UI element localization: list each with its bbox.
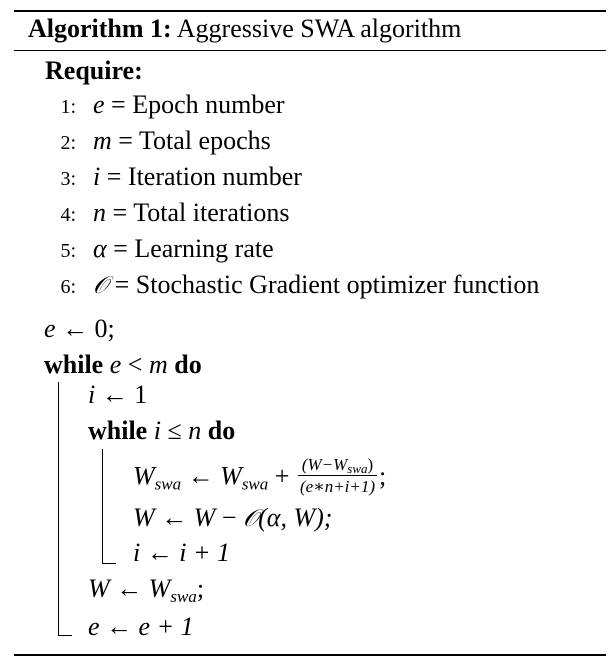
symbol-n: n [93,198,106,227]
var-e: e [44,314,56,343]
algorithm-label: Algorithm 1: [28,14,172,43]
var-w: W [133,461,155,491]
var-w: W [193,503,216,532]
require-item [93,90,285,120]
var-i: i [88,380,96,409]
require-label: Require: [45,56,143,85]
var-n: n [188,416,202,445]
subscript-swa: swa [241,474,269,494]
var-e: e [88,612,100,641]
semicolon: ; [379,461,387,491]
var-i: i [153,416,161,445]
item-desc: Total epochs [138,126,271,155]
less-than: < [127,350,143,379]
assign-arrow: ← [161,503,188,532]
do-keyword: do [207,416,236,445]
algorithm-title: Aggressive SWA algorithm [176,14,462,43]
var-w: W [148,574,171,603]
less-equal: ≤ [167,416,182,445]
item-desc: Iteration number [127,162,302,191]
symbol-optimizer: 𝒪 [93,271,109,299]
assign-arrow: ← [187,461,214,491]
line-number: 5: [60,240,76,262]
symbol-m: m [93,126,112,155]
fraction-denominator: (e∗n+i+1) [299,477,376,496]
subscript-swa: swa [170,587,197,606]
plus: + [274,461,290,491]
init-statement [44,314,115,344]
numerator-close: ) [367,455,374,474]
outer-while [44,350,202,380]
line-number: 3: [60,168,76,190]
caption-rule [14,50,606,51]
while-keyword: while [44,350,104,379]
var-i: i [133,538,141,567]
assign-arrow: ← [101,380,128,409]
line-number: 4: [60,204,76,226]
equals: = [112,198,128,227]
init-value: 0; [94,314,115,343]
optimizer-function: 𝒪 [243,504,259,532]
outer-loop-bracket-end [58,635,72,636]
var-m: m [148,350,168,379]
equals: = [113,234,128,263]
require-item [93,234,274,264]
item-desc: Epoch number [132,90,285,119]
item-desc: Stochastic Gradient optimizer function [135,270,540,299]
increment-e-statement [88,612,194,642]
assign-arrow: ← [116,574,143,603]
fraction-numerator [298,455,377,476]
do-keyword: do [174,350,202,379]
increment-expr: e + 1 [138,612,194,641]
var-e: e [109,350,122,379]
function-args: (α, W); [258,503,333,532]
line-number: 6: [60,276,76,298]
subscript-swa: swa [154,474,182,494]
assign-arrow: ← [146,538,173,567]
equals: = [106,162,122,191]
var-w: W [133,503,155,532]
swa-update-statement [133,455,387,499]
while-keyword: while [88,416,148,445]
assign-arrow: ← [106,612,133,641]
minus: − [221,503,237,532]
semicolon: ; [196,574,205,603]
set-i-statement [88,380,147,410]
numerator-text: (W−W [301,455,348,474]
symbol-alpha: α [93,234,107,263]
symbol-i: i [93,162,101,191]
require-item [93,162,302,192]
require-item [93,198,290,228]
inner-loop-bracket-end [102,563,116,564]
item-desc: Learning rate [134,234,274,263]
var-w: W [220,461,242,491]
line-number: 2: [60,132,76,154]
top-rule [14,10,606,12]
var-w: W [88,574,110,603]
line-number: 1: [60,96,76,118]
require-item [93,270,539,300]
outer-loop-bracket [58,382,59,636]
increment-expr: i + 1 [179,538,231,567]
equals: = [111,90,126,119]
fraction [298,455,377,496]
w-update-statement [133,503,332,533]
symbol-e: e [93,90,105,119]
equals: = [118,126,133,155]
init-value: 1 [134,380,148,409]
inner-loop-bracket [102,449,103,564]
assign-arrow: ← [62,314,89,343]
subscript-swa: swa [347,461,368,476]
bottom-rule [14,654,606,656]
require-item [93,126,271,156]
increment-i-statement [133,538,230,568]
assign-w-statement [88,574,204,604]
inner-while [88,416,235,446]
item-desc: Total iterations [133,198,290,227]
algorithm-caption [28,14,461,44]
equals: = [114,270,130,299]
